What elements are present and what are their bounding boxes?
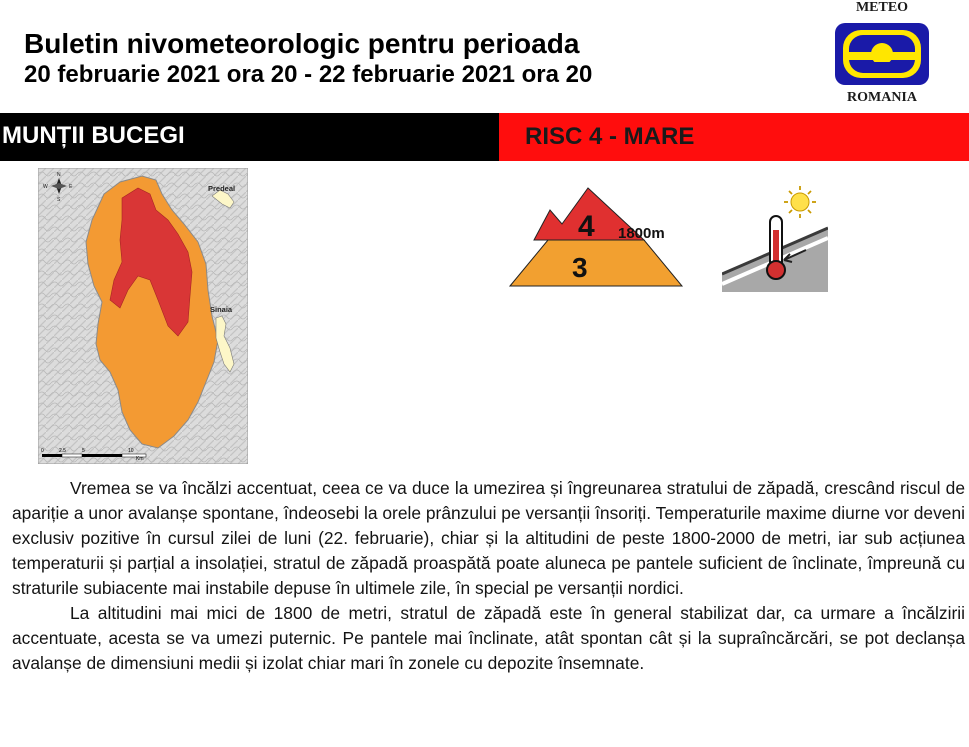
bulletin-body [12, 476, 965, 676]
sun-thermometer-icon [722, 184, 828, 292]
scale-10: 10 [128, 448, 134, 454]
town-sinaia: Sinaia [210, 305, 233, 314]
logo-emblem-icon [834, 22, 930, 86]
region-name: MUNȚII BUCEGI [2, 122, 185, 149]
risk-bar [499, 113, 969, 161]
body-paragraph-2: La altitudini mai mici de 1800 de metri, stratul de zăpadă este în general stabilizat dar, ca urmare a încălzirii accentuate, acesta se va umezi puternic. Pe pantele mai înclinate, atât spontan cât și la supraîncărcări, se pot declanșa avalanșe de dimensiuni medii și izolat chiar mari în zonele cu depozite însemnate. [12, 603, 965, 673]
bulletin-title [24, 28, 592, 90]
logo-top-text: METEO [855, 0, 909, 15]
bulletin-title-line1: Buletin nivometeorologic pentru perioada [24, 28, 580, 59]
compass-s: S [57, 197, 61, 203]
bulletin-period-line: 20 februarie 2021 ora 20 - 22 februarie 2021 ora 20 [24, 61, 593, 88]
town-predeal: Predeal [208, 184, 236, 193]
bucegi-risk-map [38, 168, 248, 464]
compass-n: N [57, 172, 61, 178]
risk-upper-level: 4 [578, 210, 595, 243]
compass-w: W [43, 184, 48, 190]
compass-e: E [69, 184, 73, 190]
meteo-romania-logo [826, 0, 938, 108]
scale-unit: Km [136, 456, 144, 462]
risk-lower-level: 3 [572, 252, 588, 283]
scale-5: 5 [82, 448, 85, 454]
region-bar [0, 113, 499, 161]
logo-bottom-text: ROMANIA [847, 90, 917, 105]
scale-2-5: 2.5 [59, 448, 66, 454]
body-paragraph-1: Vremea se va încălzi accentuat, ceea ce va duce la umezirea și îngreunarea stratului de zăpadă, crescând riscul de apariție a unor avalanșe spontane, îndeosebi la orele prânzului pe versanții însoriți. Temperaturile maxime diurne vor deveni exclusiv pozitive în cursul zilei de luni (22. februarie), chiar și la altitudini de peste 1800-2000 de metri, iar sub acțiunea temperaturii și parțial a insolației, stratul de zăpadă proaspătă poate aluneca pe pantele suficient de înclinate, împreună cu straturile subiacente mai instabile depuse în ultimele zile, în special pe versanții nordici. [12, 478, 965, 598]
risk-altitude: 1800m [618, 225, 665, 242]
scale-0: 0 [41, 448, 44, 454]
avalanche-risk-icon [506, 186, 686, 290]
risk-level-label: RISC 4 - MARE [525, 123, 695, 150]
